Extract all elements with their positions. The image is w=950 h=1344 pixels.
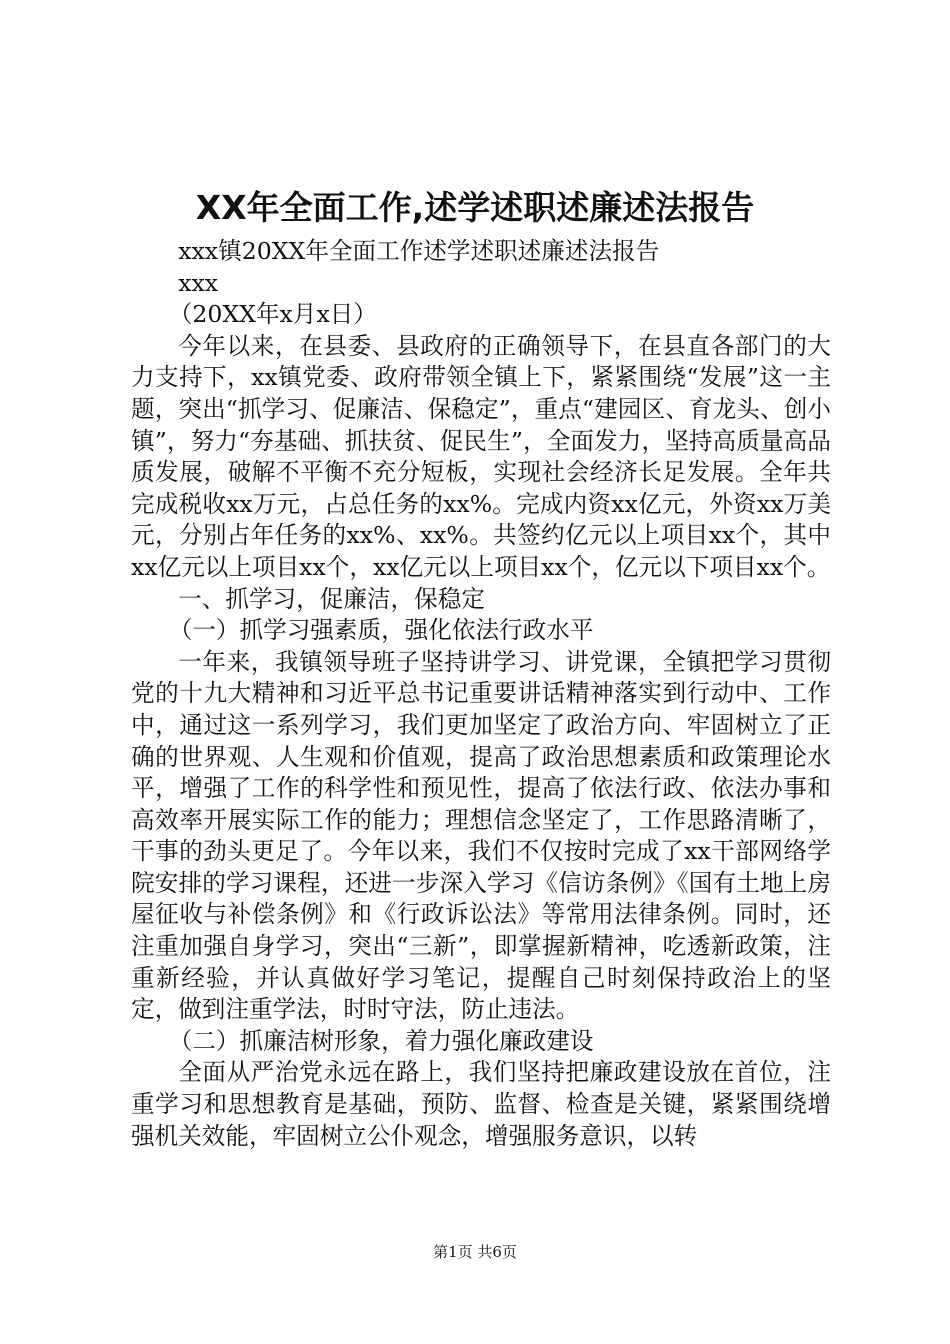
paragraph-intro: 今年以来，在县委、县政府的正确领导下，在县直各部门的大力支持下，xx镇党委、政府带领全镇上下，紧紧围绕“发展”这一主题，突出“抓学习、促廉洁、保稳定”，重点“建园区、育龙头、创小镇”，努力“夯基础、抓扶贫、促民生”，全面发力，坚持高质量高品质发展，破解不平衡不充分短板，实现社会经济长足发展。全年共完成税收xx万元，占总任务的xx%。完成内资xx亿元，外资xx万美元，分别占年任务的xx%、xx%。共签约亿元以上项目xx个，其中xx亿元以上项目xx个，xx亿元以上项目xx个，亿元以下项目xx个。 <box>131 331 831 581</box>
author-line: xxx <box>178 268 219 297</box>
document-title: XX年全面工作,述学述职述廉述法报告 <box>195 188 755 227</box>
subsection-heading-2: （二）抓廉洁树形象，着力强化廉政建设 <box>168 1026 594 1055</box>
document-body <box>131 236 831 1152</box>
section-heading-1: 一、抓学习，促廉洁，保稳定 <box>178 584 485 613</box>
subsection-heading-1: （一）抓学习强素质，强化依法行政水平 <box>168 616 594 645</box>
paragraph-integrity: 全面从严治党永远在路上，我们坚持把廉政建设放在首位，注重学习和思想教育是基础，预防、监督、检查是关键，紧紧围绕增强机关效能，牢固树立公仆观念，增强服务意识，以转 <box>131 1058 831 1150</box>
paragraph-study: 一年来，我镇领导班子坚持讲学习、讲党课，全镇把学习贯彻党的十九大精神和习近平总书记重要讲话精神落实到行动中、工作中，通过这一系列学习，我们更加坚定了政治方向、牢固树立了正确的世界观、人生观和价值观，提高了政治思想素质和政策理论水平，增强了工作的科学性和预见性，提高了依法行政、依法办事和高效率开展实际工作的能力；理想信念坚定了，工作思路清晰了，干事的劲头更足了。今年以来，我们不仅按时完成了xx干部网络学院安排的学习课程，还进一步深入学习《信访条例》《国有土地上房屋征收与补偿条例》和《行政诉讼法》等常用法律条例。同时，还注重加强自身学习，突出“三新”，即掌握新精神，吃透新政策，注重新经验，并认真做好学习笔记，提醒自己时刻保持政治上的坚定，做到注重学法，时时守法，防止违法。 <box>131 647 831 1024</box>
date-line: （20XX年x月x日） <box>168 300 377 329</box>
page-number: 第1页 共6页 <box>433 1243 517 1261</box>
subtitle-line: xxx镇20XX年全面工作述学述职述廉述法报告 <box>178 237 660 265</box>
